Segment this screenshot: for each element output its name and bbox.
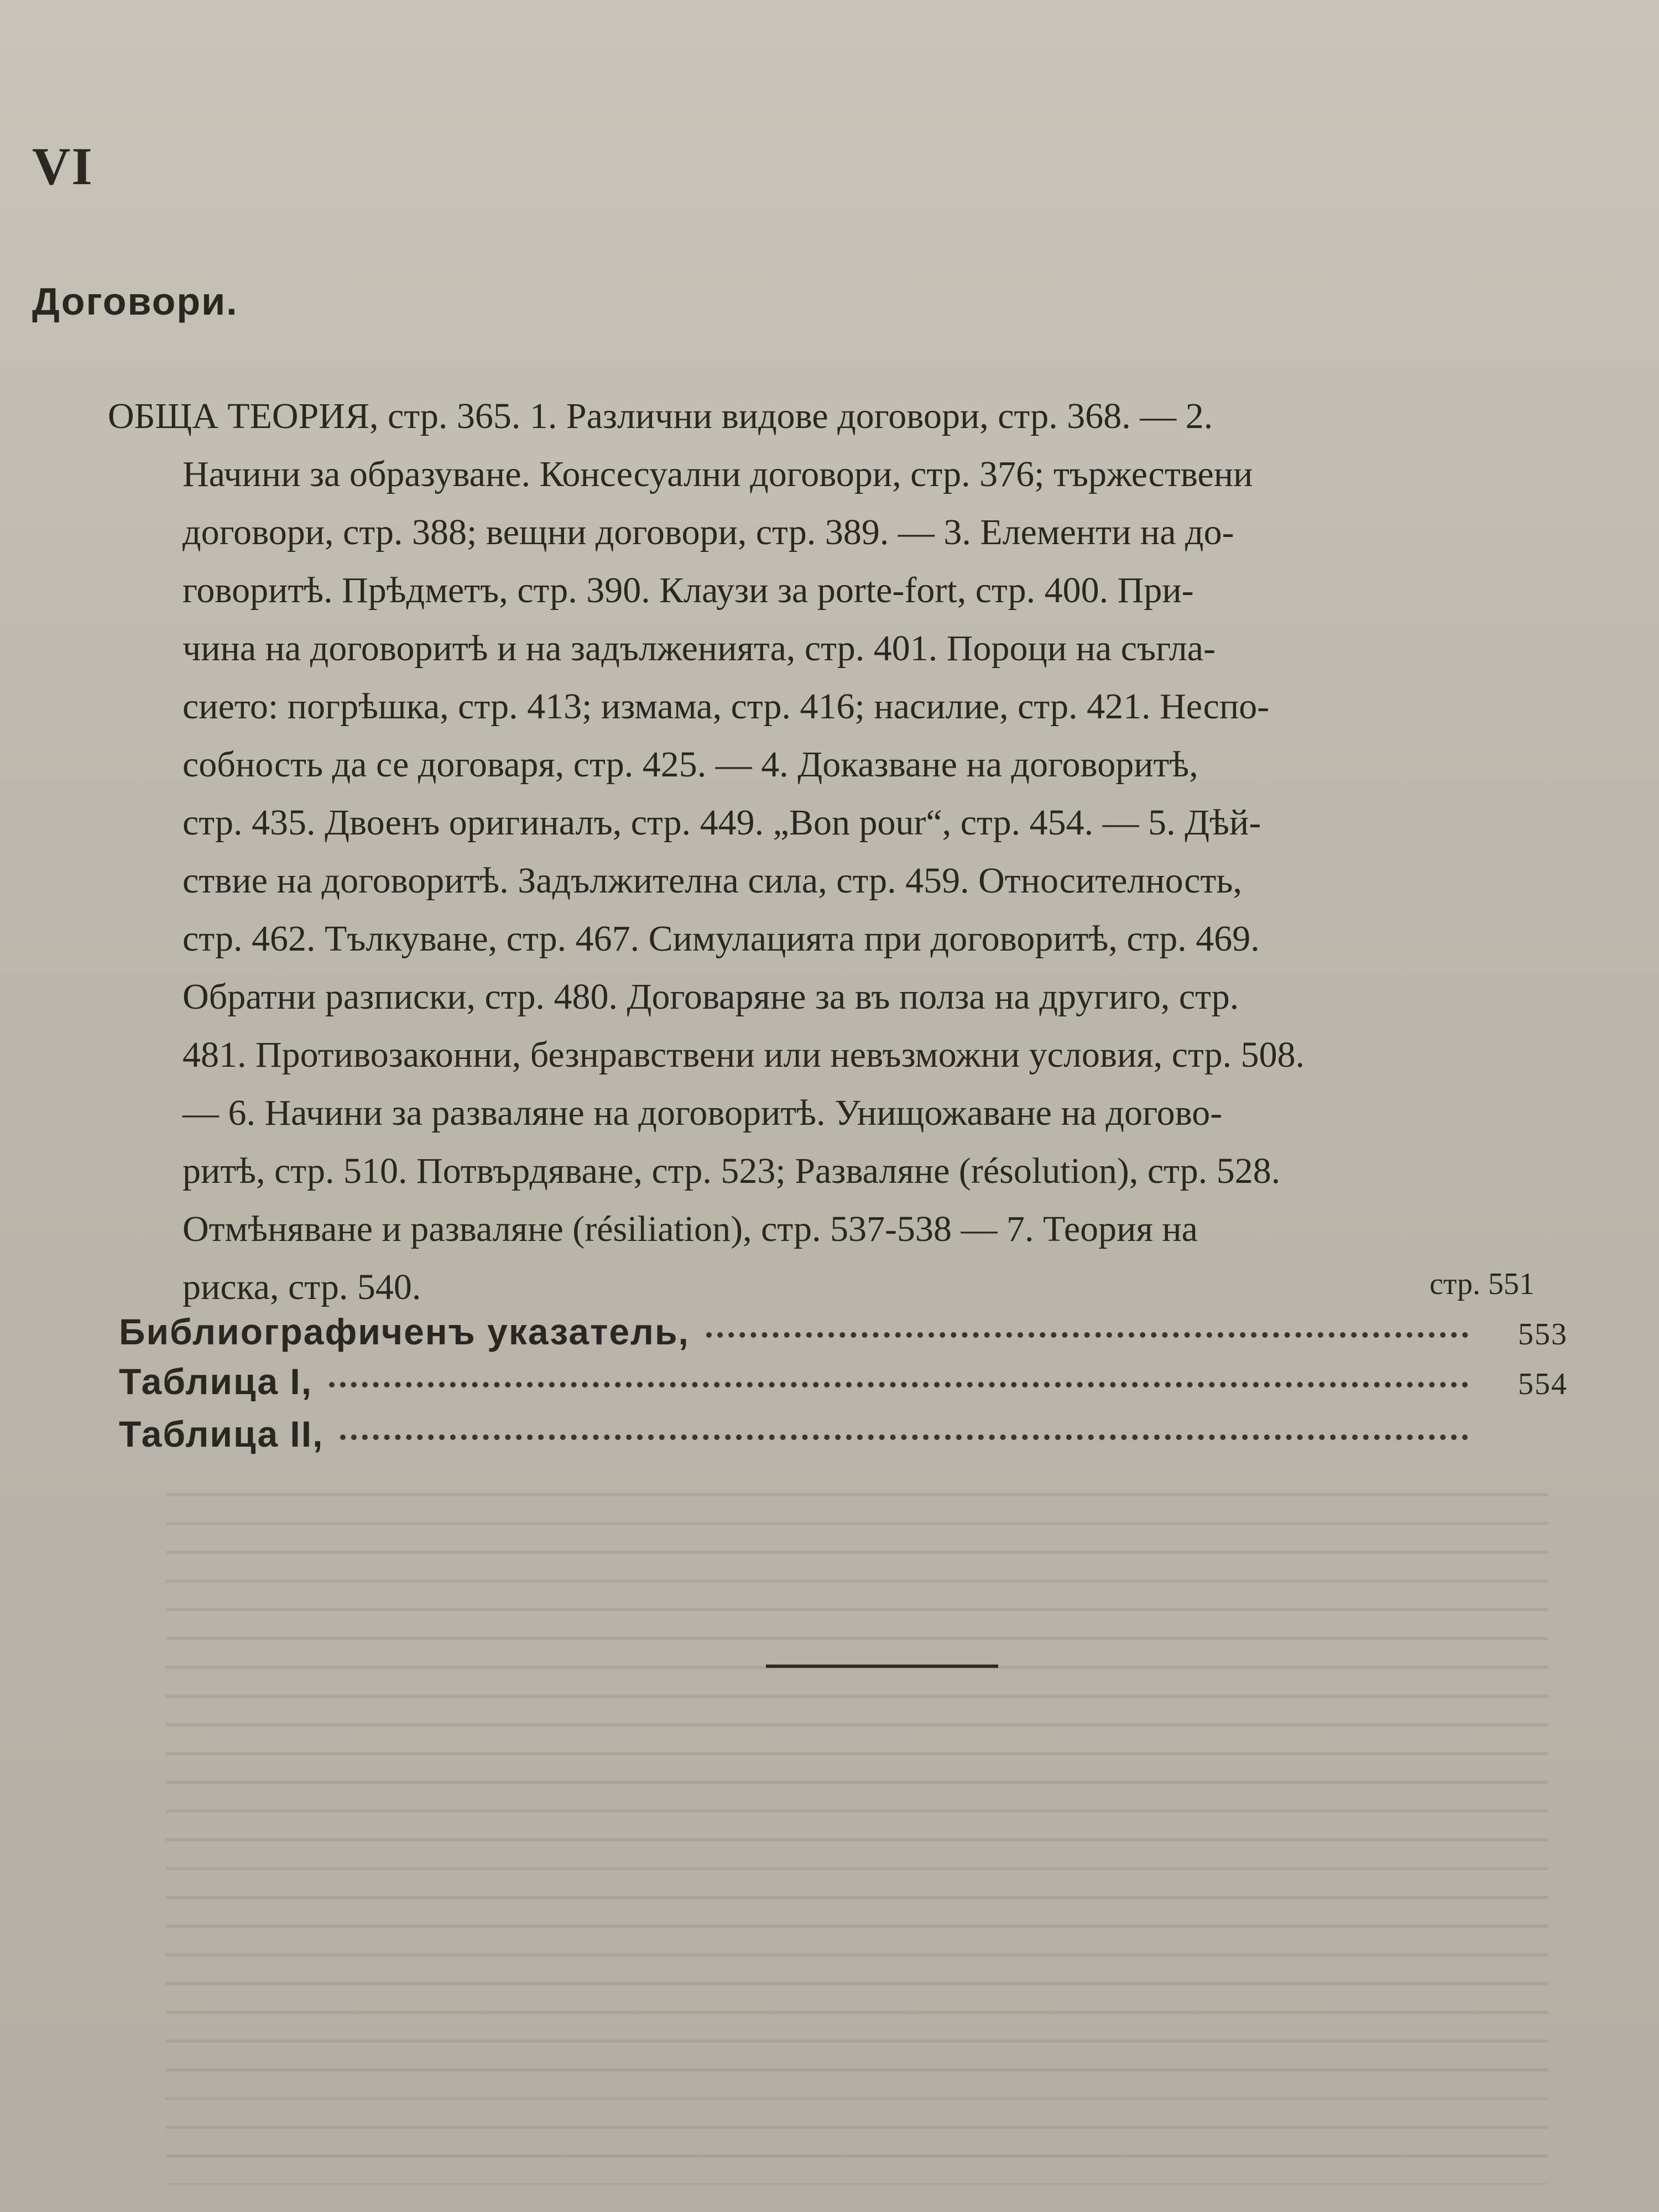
index-entry-page: 553 [1518, 1317, 1568, 1352]
contents-line: стр. 435. Двоенъ оригиналъ, стр. 449. „Bon pour“, стр. 454. — 5. Дѣй- [182, 802, 1261, 843]
contents-line: ствие на договоритѣ. Задължителна сила, стр. 459. Относителность, [182, 860, 1242, 901]
contents-paragraph [108, 387, 1606, 1316]
index-entry-bibliography [119, 1311, 1568, 1353]
contents-line: Отмѣняване и разваляне (résiliation), стр. 537-538 — 7. Теория на [182, 1209, 1198, 1249]
contents-line: ОБЩА ТЕОРИЯ, стр. 365. 1. Различни видове договори, стр. 368. — 2. [108, 396, 1213, 436]
contents-line: сието: погрѣшка, стр. 413; измама, стр. 416; насилие, стр. 421. Неспо- [182, 686, 1270, 727]
index-entry-table-1 [119, 1360, 1568, 1402]
index-entry-label: Библиографиченъ указатель, [119, 1311, 690, 1352]
contents-line: риска, стр. 540. [182, 1267, 421, 1307]
index-entry-label: Таблица I, [119, 1361, 313, 1402]
contents-line: чина на договоритѣ и на задълженията, стр. 401. Пороци на съгла- [182, 628, 1216, 669]
index-entry-page: 554 [1518, 1367, 1568, 1401]
index-entry-table-2 [119, 1413, 1568, 1455]
index-entry-label: Таблица II, [119, 1413, 324, 1454]
contents-line: Начини за образуване. Консесуални договори, стр. 376; тържествени [182, 454, 1253, 494]
contents-line: собность да се договаря, стр. 425. — 4. Доказване на договоритѣ, [182, 744, 1198, 785]
contents-line: стр. 462. Тълкуване, стр. 467. Симулацията при договоритѣ, стр. 469. [182, 919, 1260, 959]
contents-line: говоритѣ. Прѣдметъ, стр. 390. Клаузи за porte-fort, стр. 400. При- [182, 570, 1194, 611]
page-column-header: стр. 551 [1430, 1267, 1535, 1301]
contents-line: — 6. Начини за разваляне на договоритѣ. Унищожаване на догово- [182, 1093, 1223, 1133]
end-rule [766, 1665, 998, 1668]
dot-leader [340, 1434, 1468, 1440]
contents-line: Обратни разписки, стр. 480. Договаряне за въ полза на другиго, стр. [182, 977, 1239, 1017]
contents-line: договори, стр. 388; вещни договори, стр. 389. — 3. Елементи на до- [182, 512, 1234, 552]
contents-line: 481. Противозаконни, безнравствени или невъзможни условия, стр. 508. [182, 1035, 1305, 1075]
dot-leader [706, 1332, 1468, 1338]
bleed-through-texture [166, 1493, 1548, 2184]
section-title: Договори. [32, 280, 238, 323]
contents-line: ритѣ, стр. 510. Потвърдяване, стр. 523; Разваляне (résolution), стр. 528. [182, 1151, 1281, 1191]
page-number: VI [32, 137, 93, 196]
dot-leader [329, 1382, 1468, 1387]
